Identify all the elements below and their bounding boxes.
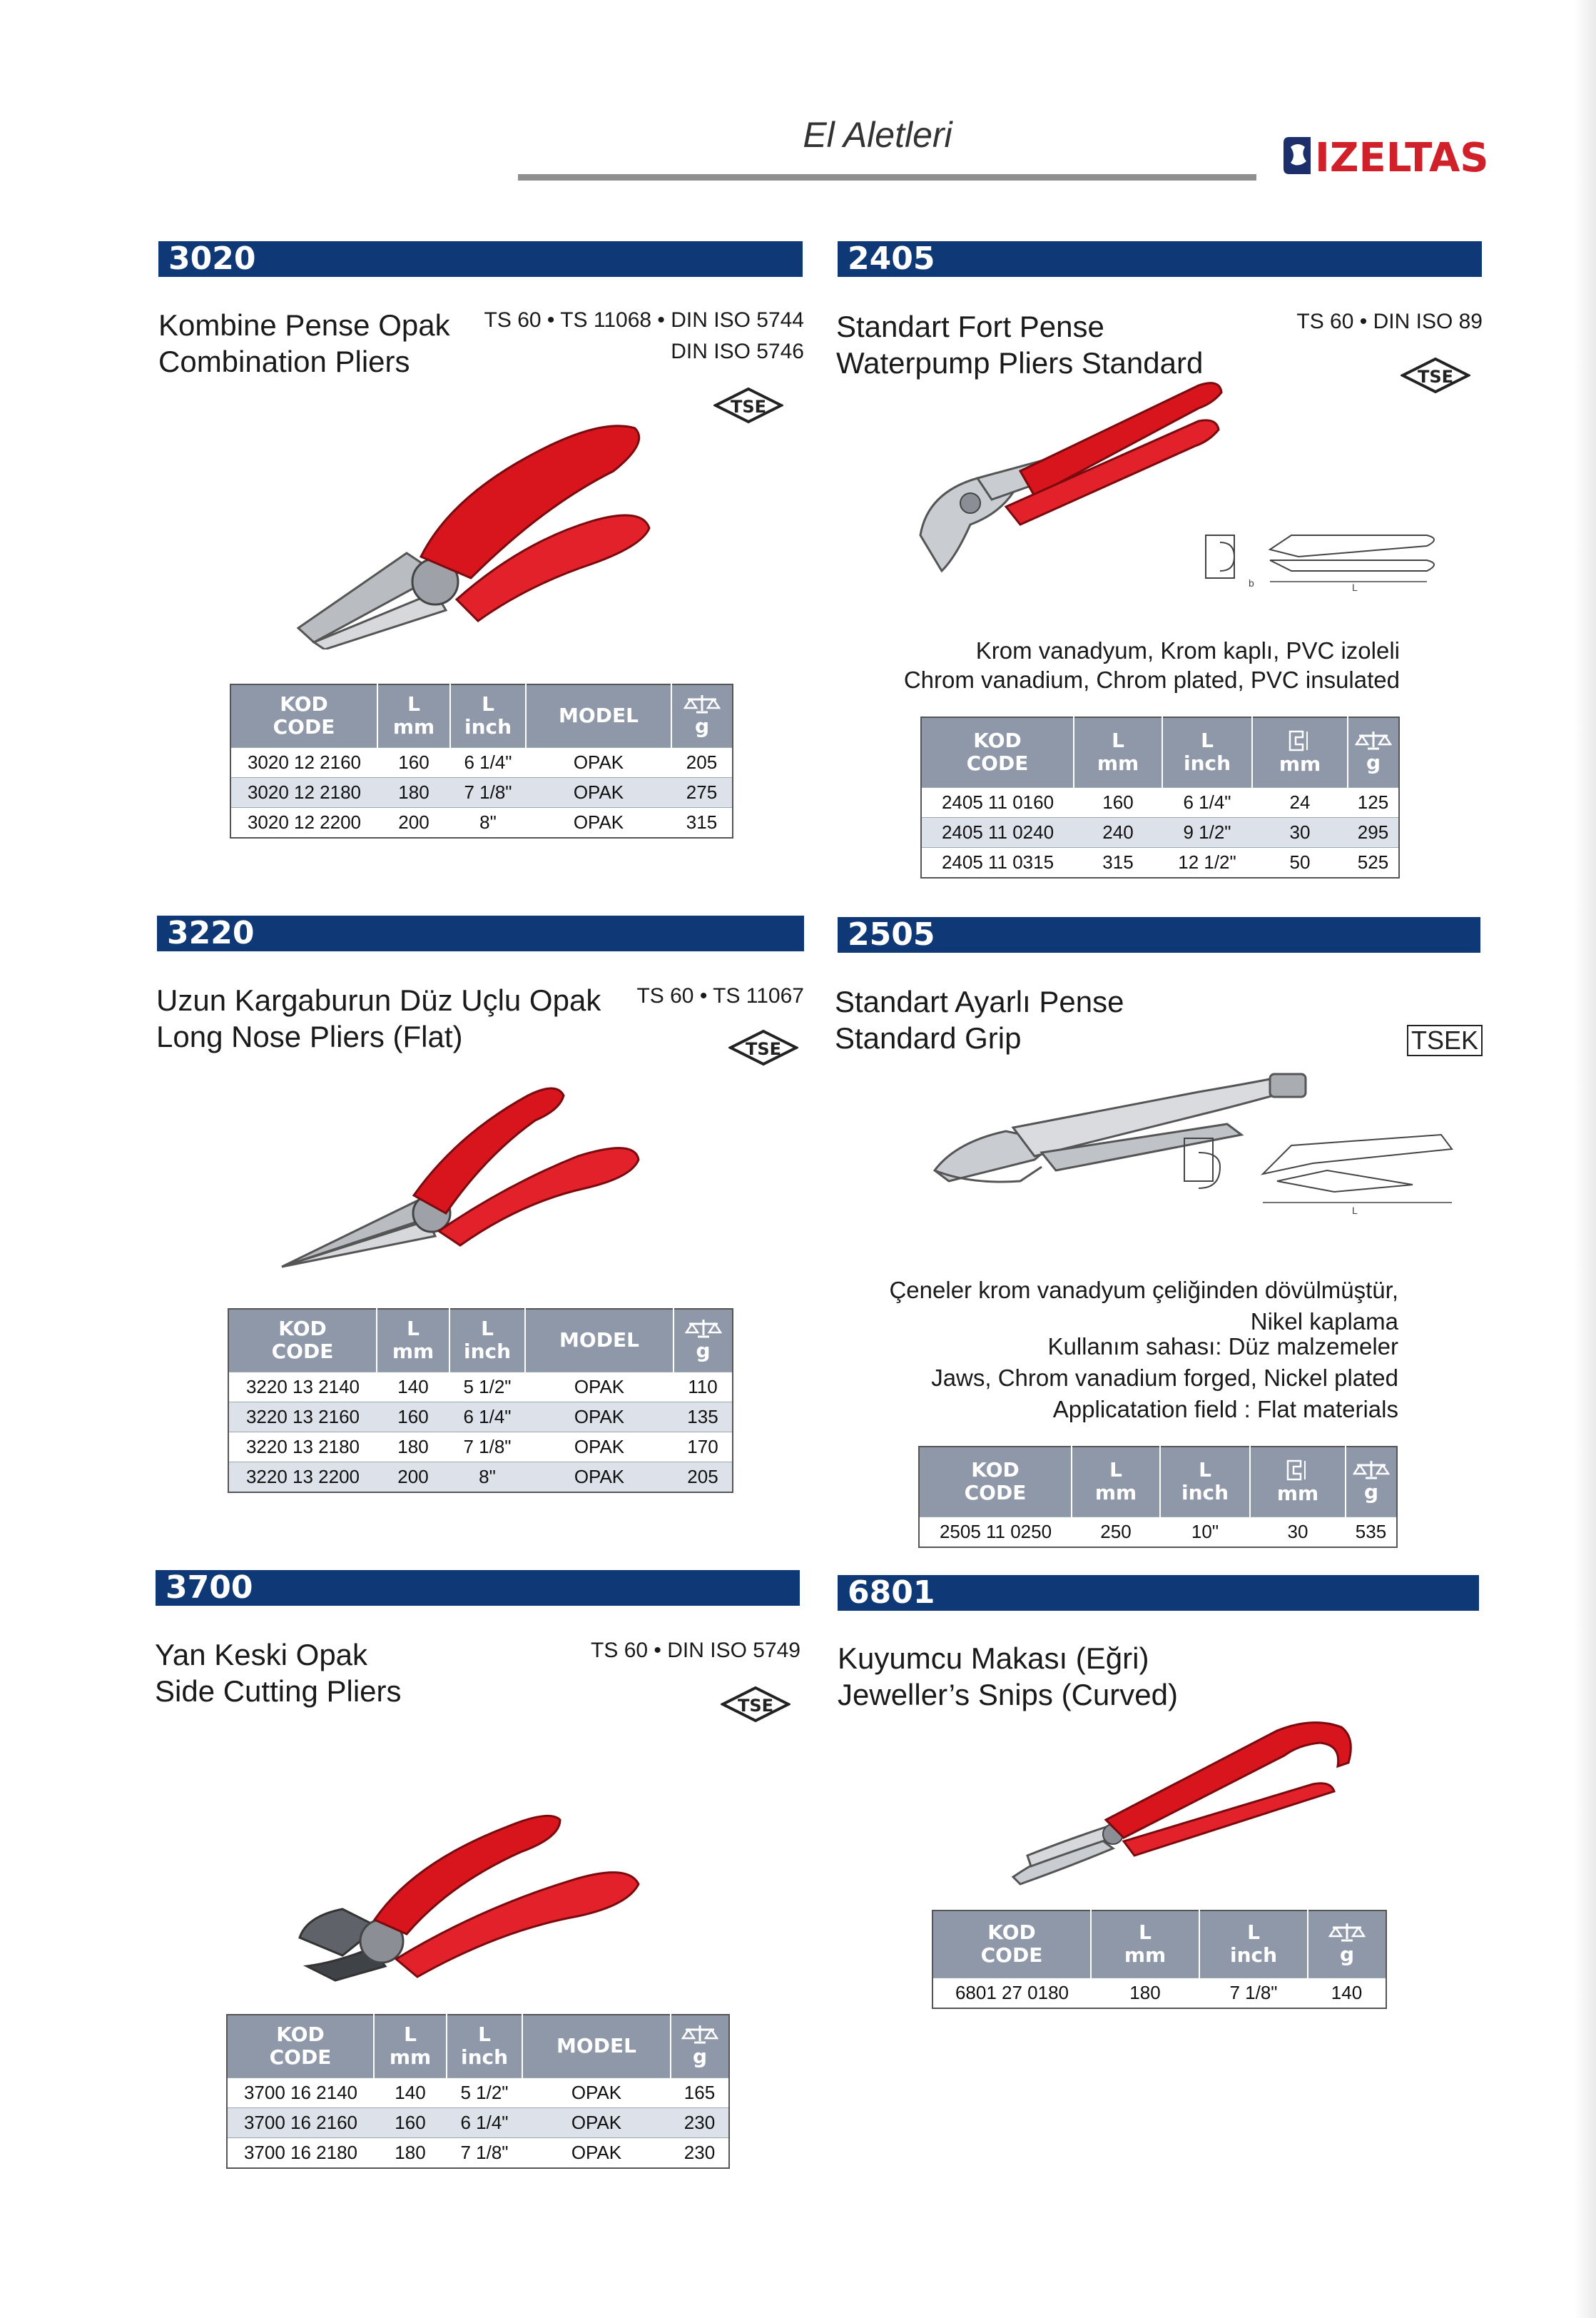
grip-dimension-diagram <box>1170 1131 1463 1217</box>
product-name-tr-2505: Standart Ayarlı Pense <box>835 985 1124 1018</box>
waterpump-pliers-image <box>913 371 1227 585</box>
scale-icon <box>1353 1459 1390 1481</box>
section-bar-3700: 3700 <box>156 1570 800 1606</box>
table-row: 3220 13 2180 180 7 1/8" OPAK 170 <box>228 1432 733 1462</box>
side-cutting-pliers-image <box>293 1784 649 1991</box>
table-row: 2405 11 0160 160 6 1/4" 24 125 <box>921 787 1399 817</box>
section-bar-2505: 2505 <box>838 917 1480 953</box>
svg-text:L: L <box>1352 1205 1358 1216</box>
scale-icon <box>685 1318 722 1340</box>
table-row: 3020 12 2200 200 8" OPAK 315 <box>230 807 733 838</box>
standards2-3020: DIN ISO 5746 <box>671 340 804 363</box>
description-2505-2: Nikel kaplama <box>1250 1308 1398 1335</box>
product-name-tr-2405: Standart Fort Pense <box>836 310 1104 343</box>
description-tr-2405: Krom vanadyum, Krom kaplı, PVC izoleli <box>975 637 1400 664</box>
svg-text:TSE: TSE <box>737 1696 774 1716</box>
product-name-en-6801: Jeweller’s Snips (Curved) <box>838 1678 1178 1711</box>
tse-mark-icon <box>728 1029 798 1066</box>
tse-mark-icon <box>713 387 783 424</box>
section-bar-3220: 3220 <box>157 916 804 951</box>
table-row: 2505 11 0250 250 10" 30 535 <box>919 1517 1397 1547</box>
product-name-tr-6801: Kuyumcu Makası (Eğri) <box>838 1641 1149 1675</box>
svg-text:b: b <box>1249 577 1254 589</box>
spec-table-3220: KOD CODE L mm L inch MODEL g 3220 13 2140 140 5 1/2" OPAK 110 3220 13 2160 160 6 1/4" OPAK 135 3220 13 2180 180 7 1/8" OPAK 170 3220 13 2200 200 8" OPAK 205 <box>228 1308 733 1493</box>
standards-3020: TS 60 • TS 11068 • DIN ISO 5744 <box>484 308 804 332</box>
izeltas-logo <box>1281 133 1509 178</box>
page-edge-shade <box>1575 0 1596 2318</box>
table-row: 3700 16 2140 140 5 1/2" OPAK 165 <box>227 2077 729 2107</box>
tsek-mark: TSEK <box>1407 1025 1483 1056</box>
section-bar-6801: 6801 <box>838 1575 1479 1611</box>
scale-icon <box>683 694 721 715</box>
section-bar-3020: 3020 <box>158 241 803 277</box>
waterpump-dimension-diagram <box>1199 521 1448 592</box>
tse-mark-icon <box>721 1686 791 1723</box>
spec-table-3020: KOD CODE L mm L inch MODEL g 3020 12 2160 160 6 1/4" OPAK 205 3020 12 2180 180 7 1/8" OPAK 275 3020 12 2200 200 8" OPAK 315 <box>230 684 733 839</box>
svg-text:TSE: TSE <box>730 397 767 417</box>
svg-text:L: L <box>1352 582 1358 592</box>
svg-text:TSE: TSE <box>1417 367 1454 387</box>
product-name-tr-3020: Kombine Pense Opak <box>158 308 450 342</box>
scale-icon <box>1355 730 1392 751</box>
jaw-opening-icon <box>1286 729 1314 753</box>
product-name-en-2405: Waterpump Pliers Standard <box>836 346 1204 380</box>
standards-3220: TS 60 • TS 11067 <box>636 984 804 1008</box>
table-row: 6801 27 0180 180 7 1/8" 140 <box>932 1978 1386 2008</box>
jewellers-snips-image <box>1006 1713 1363 1891</box>
description-2505-3: Kullanım sahası: Düz malzemeler <box>1047 1333 1398 1360</box>
spec-table-3700: KOD CODE L mm L inch MODEL g 3700 16 2140 140 5 1/2" OPAK 165 3700 16 2160 160 6 1/4" OPAK 230 3700 16 2180 180 7 1/8" OPAK 230 <box>226 2014 730 2169</box>
description-2505-4: Jaws, Chrom vanadium forged, Nickel plated <box>931 1365 1398 1391</box>
product-name-tr-3220: Uzun Kargaburun Düz Uçlu Opak <box>156 983 601 1017</box>
page-title: El Aletleri <box>803 115 952 155</box>
brand-text: IZELTAS <box>1315 135 1489 178</box>
description-2505-5: Applicatation field : Flat materials <box>1052 1396 1398 1422</box>
description-2505-1: Çeneler krom vanadyum çeliğinden dövülmüştür, <box>889 1277 1398 1303</box>
standards-2405: TS 60 • DIN ISO 89 <box>1296 310 1483 333</box>
table-row: 3020 12 2160 160 6 1/4" OPAK 205 <box>230 747 733 777</box>
table-row: 3220 13 2200 200 8" OPAK 205 <box>228 1462 733 1492</box>
spec-table-2405: KOD CODE L mm L inch mm g 2405 11 0160 160 6 1/4" 24 125 2405 11 0240 240 9 1/2" 30 295 2405 11 0315 315 12 1/2" 50 525 <box>920 717 1400 879</box>
product-name-en-2505: Standard Grip <box>835 1021 1022 1055</box>
long-nose-pliers-image <box>278 1078 649 1277</box>
tse-mark-icon <box>1401 357 1470 394</box>
table-row: 2405 11 0240 240 9 1/2" 30 295 <box>921 817 1399 847</box>
product-name-tr-3700: Yan Keski Opak <box>155 1638 368 1671</box>
header-rule <box>518 174 1256 181</box>
product-name-en-3220: Long Nose Pliers (Flat) <box>156 1020 463 1053</box>
table-row: 3020 12 2180 180 7 1/8" OPAK 275 <box>230 777 733 807</box>
table-row: 3220 13 2140 140 5 1/2" OPAK 110 <box>228 1372 733 1402</box>
scale-icon <box>681 2024 718 2045</box>
table-row: 3220 13 2160 160 6 1/4" OPAK 135 <box>228 1402 733 1432</box>
spec-table-6801: KOD CODE L mm L inch g 6801 27 0180 180 7 1/8" 140 <box>932 1910 1387 2009</box>
section-bar-2405: 2405 <box>838 241 1482 277</box>
scale-icon <box>1328 1922 1366 1943</box>
spec-table-2505: KOD CODE L mm L inch mm g 2505 11 0250 250 10" 30 535 <box>918 1446 1398 1548</box>
product-name-en-3700: Side Cutting Pliers <box>155 1674 402 1708</box>
description-en-2405: Chrom vanadium, Chrom plated, PVC insulated <box>903 667 1400 693</box>
table-row: 3700 16 2180 180 7 1/8" OPAK 230 <box>227 2137 729 2168</box>
product-name-en-3020: Combination Pliers <box>158 345 410 378</box>
standards-3700: TS 60 • DIN ISO 5749 <box>591 1639 800 1662</box>
table-row: 2405 11 0315 315 12 1/2" 50 525 <box>921 847 1399 878</box>
table-row: 3700 16 2160 160 6 1/4" OPAK 230 <box>227 2107 729 2137</box>
svg-text:TSE: TSE <box>745 1039 782 1059</box>
combination-pliers-image <box>293 414 664 649</box>
jaw-opening-icon <box>1284 1458 1312 1482</box>
